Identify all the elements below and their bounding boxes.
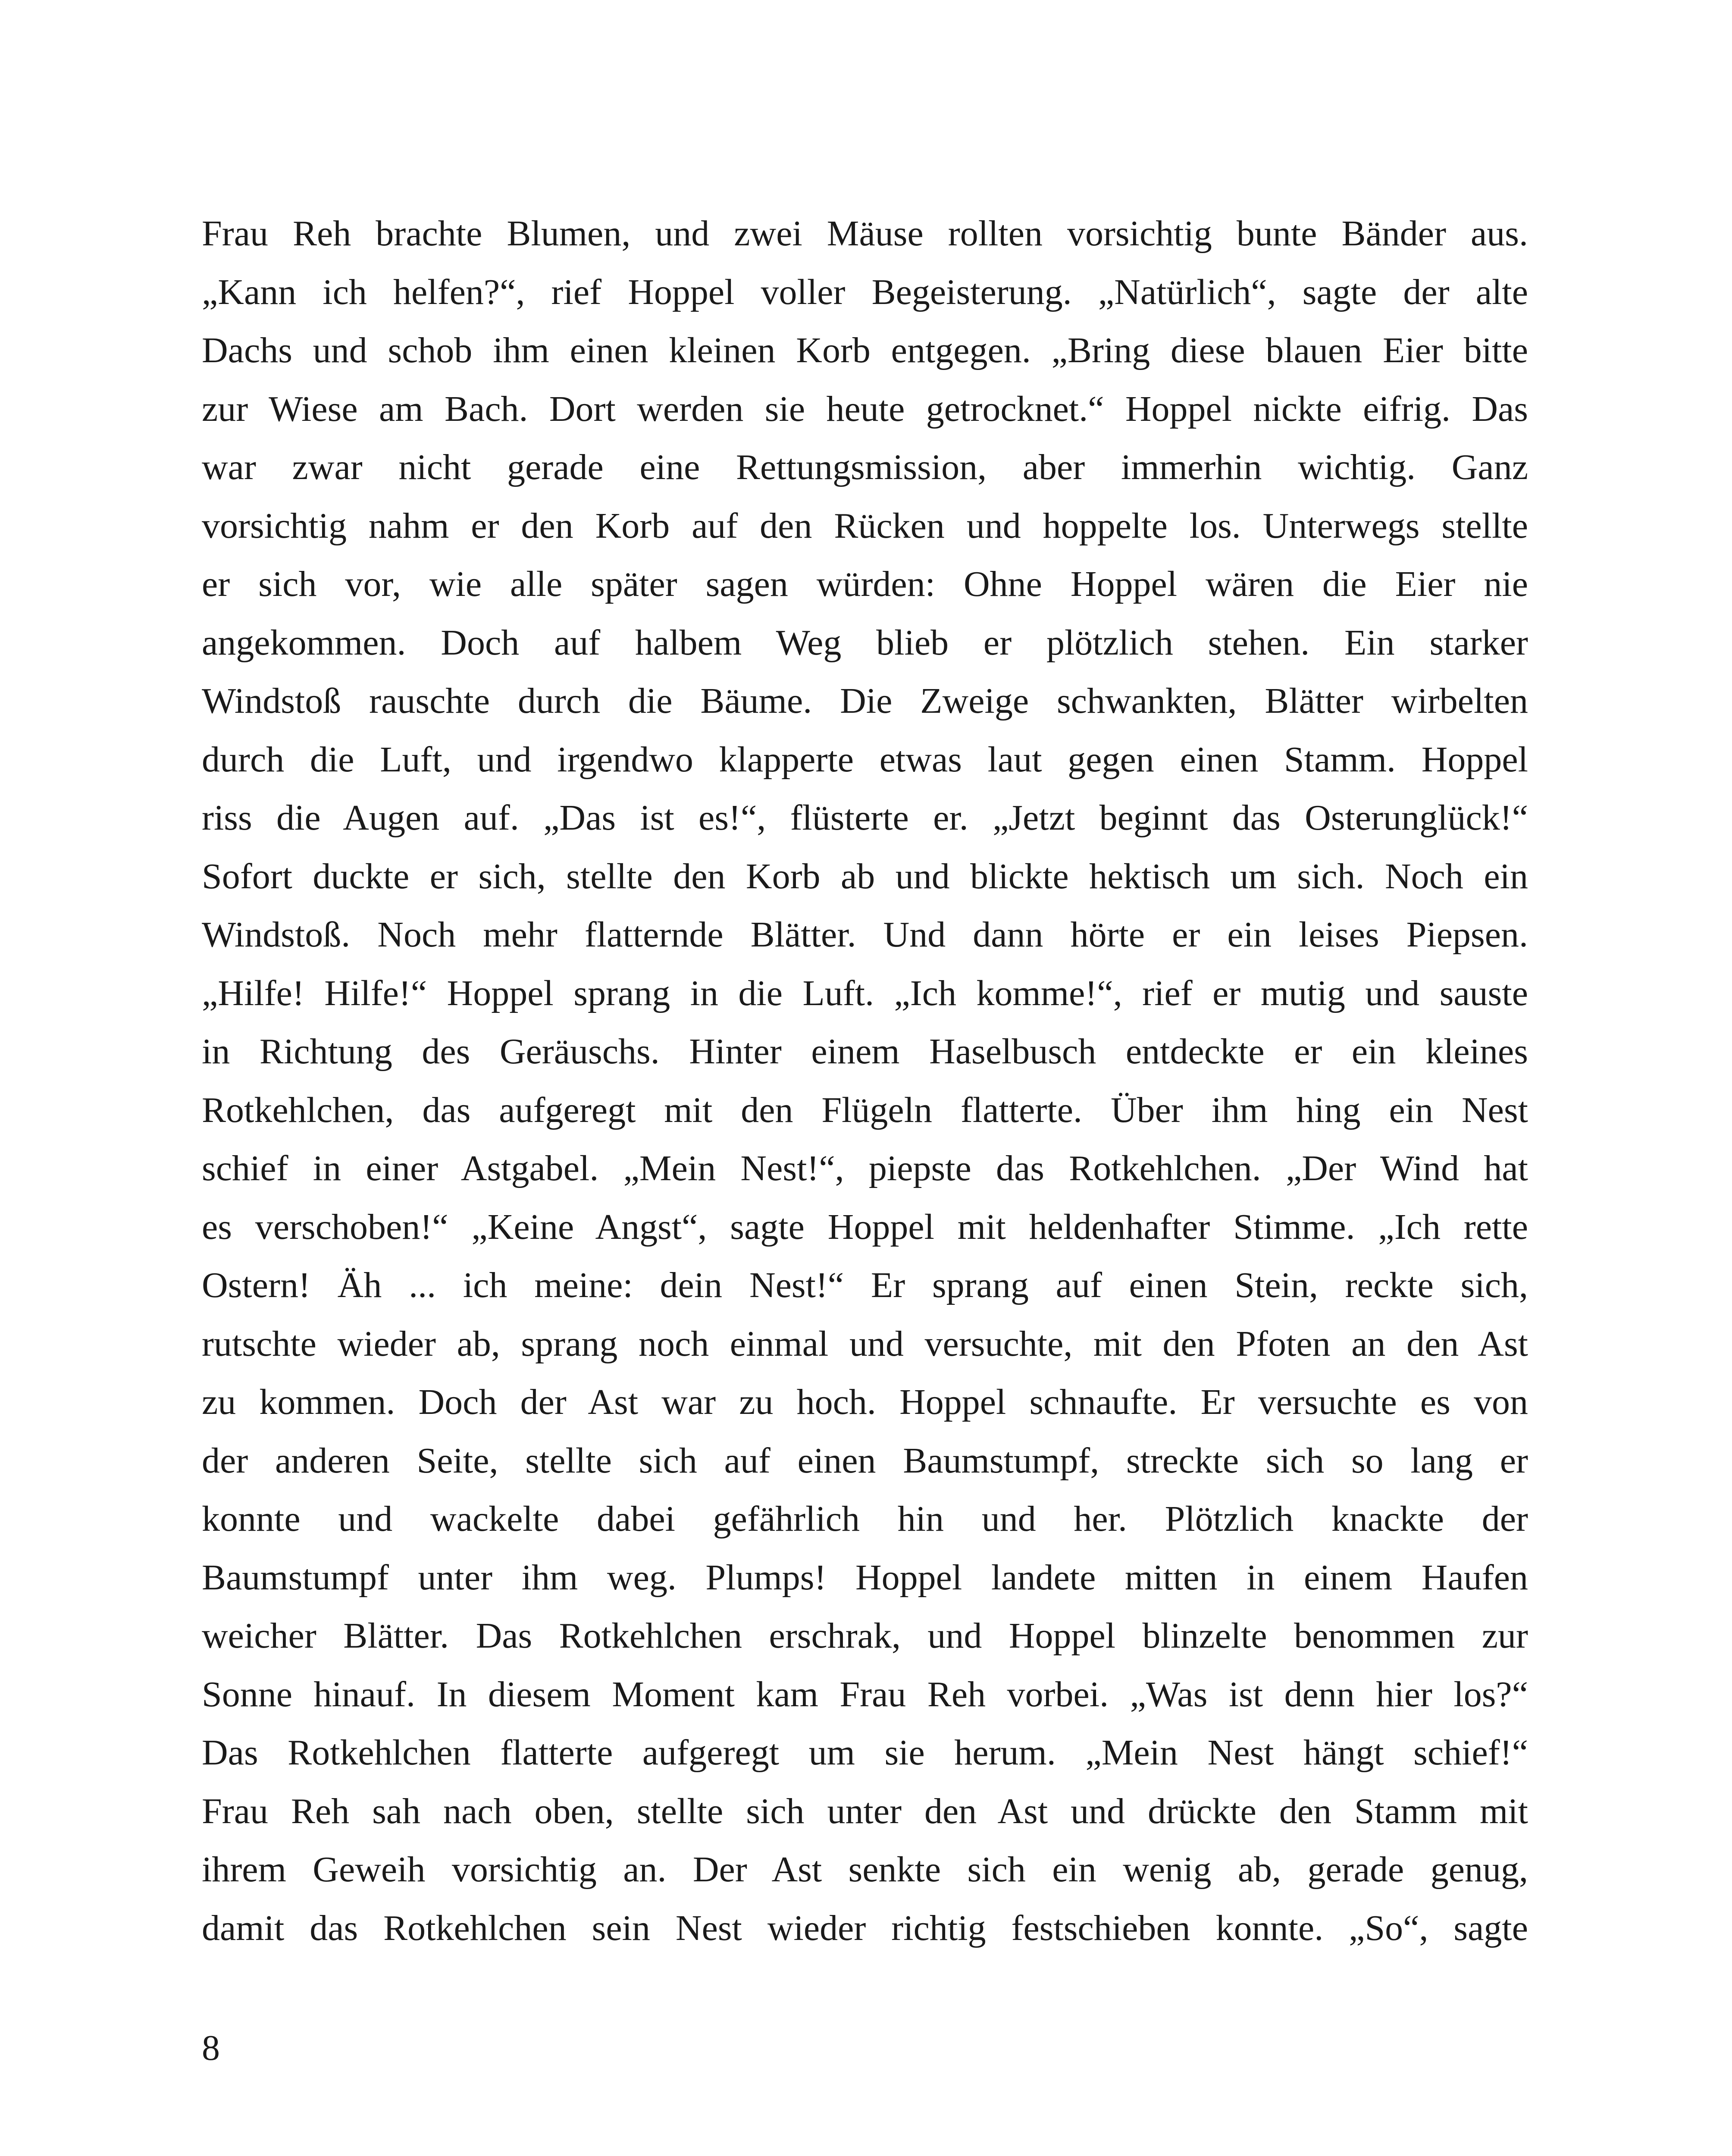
text-line: ihrem Geweih vorsichtig an. Der Ast senkte sich ein wenig ab, gerade genug, xyxy=(202,1849,1528,1890)
text-line: „Hilfe! Hilfe!“ Hoppel sprang in die Luft. „Ich komme!“, rief er mutig und sauste xyxy=(202,973,1528,1013)
text-line: rutschte wieder ab, sprang noch einmal und versuchte, mit den Pfoten an den Ast xyxy=(202,1323,1528,1364)
text-line: durch die Luft, und irgendwo klapperte etwas laut gegen einen Stamm. Hoppel xyxy=(202,739,1528,780)
text-line: schief in einer Astgabel. „Mein Nest!“, piepste das Rotkehlchen. „Der Wind hat xyxy=(202,1148,1528,1188)
text-line: der anderen Seite, stellte sich auf einen Baumstumpf, streckte sich so lang er xyxy=(202,1440,1528,1481)
text-line: er sich vor, wie alle später sagen würden: Ohne Hoppel wären die Eier nie xyxy=(202,564,1528,604)
text-line: angekommen. Doch auf halbem Weg blieb er plötzlich stehen. Ein starker xyxy=(202,622,1528,663)
text-line: Windstoß rauschte durch die Bäume. Die Zweige schwankten, Blätter wirbelten xyxy=(202,681,1528,721)
page-number: 8 xyxy=(202,2028,220,2068)
text-line: Rotkehlchen, das aufgeregt mit den Flügeln flatterte. Über ihm hing ein Nest xyxy=(202,1090,1528,1130)
text-line: Sonne hinauf. In diesem Moment kam Frau Reh vorbei. „Was ist denn hier los?“ xyxy=(202,1674,1528,1714)
text-line: zu kommen. Doch der Ast war zu hoch. Hoppel schnaufte. Er versuchte es von xyxy=(202,1382,1528,1422)
text-line: vorsichtig nahm er den Korb auf den Rücken und hoppelte los. Unterwegs stellte xyxy=(202,505,1528,546)
text-line: Windstoß. Noch mehr flatternde Blätter. Und dann hörte er ein leises Piepsen. xyxy=(202,915,1528,955)
text-line: in Richtung des Geräuschs. Hinter einem Haselbusch entdeckte er ein kleines xyxy=(202,1031,1528,1072)
text-line: riss die Augen auf. „Das ist es!“, flüsterte er. „Jetzt beginnt das Osterunglück!“ xyxy=(202,798,1528,838)
text-line: Dachs und schob ihm einen kleinen Korb entgegen. „Bring diese blauen Eier bitte xyxy=(202,330,1528,370)
text-line: zur Wiese am Bach. Dort werden sie heute getrocknet.“ Hoppel nickte eifrig. Das xyxy=(202,389,1528,429)
text-line: es verschoben!“ „Keine Angst“, sagte Hoppel mit heldenhafter Stimme. „Ich rette xyxy=(202,1206,1528,1247)
text-line: konnte und wackelte dabei gefährlich hin und her. Plötzlich knackte der xyxy=(202,1499,1528,1539)
text-line: Ostern! Äh ... ich meine: dein Nest!“ Er sprang auf einen Stein, reckte sich, xyxy=(202,1265,1528,1305)
text-line: Sofort duckte er sich, stellte den Korb ab und blickte hektisch um sich. Noch ein xyxy=(202,856,1528,896)
text-line: Baumstumpf unter ihm weg. Plumps! Hoppel landete mitten in einem Haufen xyxy=(202,1557,1528,1598)
text-line: Frau Reh sah nach oben, stellte sich unter den Ast und drückte den Stamm mit xyxy=(202,1791,1528,1831)
text-line: weicher Blätter. Das Rotkehlchen erschrak, und Hoppel blinzelte benommen zur xyxy=(202,1616,1528,1656)
story-text xyxy=(202,204,1528,1957)
text-line: Frau Reh brachte Blumen, und zwei Mäuse rollten vorsichtig bunte Bänder aus. xyxy=(202,213,1528,254)
text-line: Das Rotkehlchen flatterte aufgeregt um sie herum. „Mein Nest hängt schief!“ xyxy=(202,1733,1528,1773)
text-line: „Kann ich helfen?“, rief Hoppel voller Begeisterung. „Natürlich“, sagte der alte xyxy=(202,272,1528,312)
text-line: damit das Rotkehlchen sein Nest wieder richtig festschieben konnte. „So“, sagte xyxy=(202,1908,1528,1948)
text-line: war zwar nicht gerade eine Rettungsmission, aber immerhin wichtig. Ganz xyxy=(202,447,1528,487)
